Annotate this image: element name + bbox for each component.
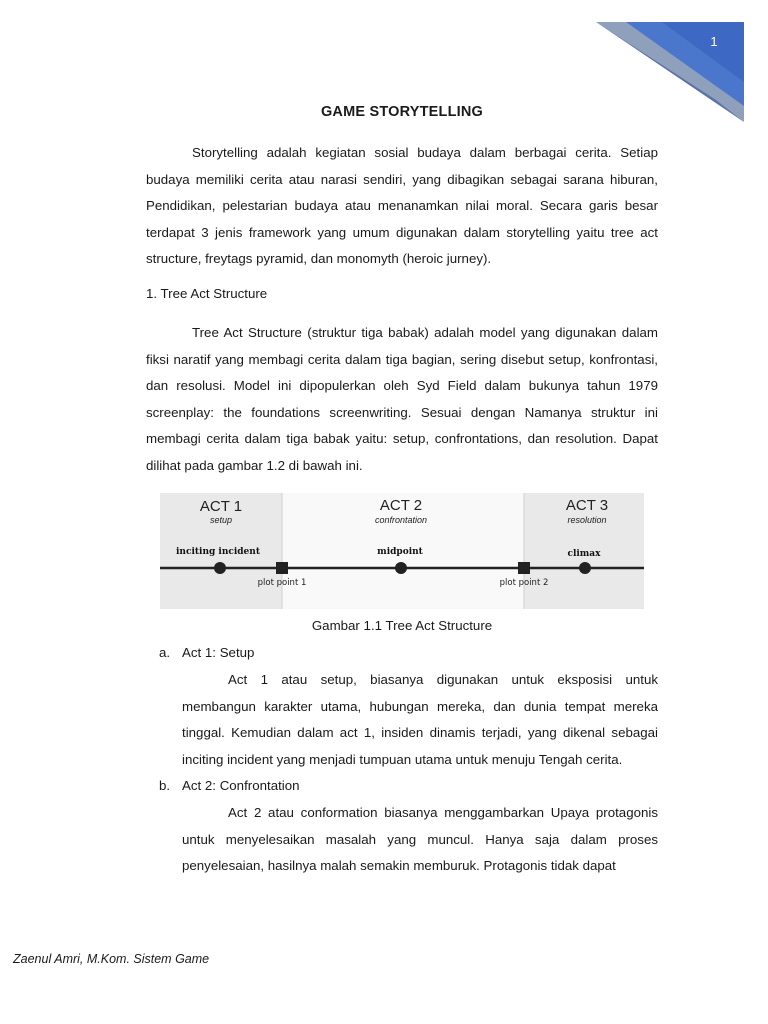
act-2-title: ACT 2 <box>379 497 423 514</box>
section-heading-tree-act: 1. Tree Act Structure <box>146 286 268 301</box>
list-title-act-2: Act 2: Confrontation <box>182 778 300 793</box>
three-act-figure <box>160 493 644 609</box>
intro-paragraph: Storytelling adalah kegiatan sosial budaya dalam berbagai cerita. Setiap budaya memiliki cerita atau narasi sendiri, yang dibagikan sebagai sarana hiburan, Pendidikan, pelestarian budaya atau menanamkan nilai moral. Secara garis besar terdapat 3 jenis framework yang umum digunakan dalam storytelling yaitu tree act structure, freytags pyramid, dan monomyth (heroic jurney). <box>146 145 658 267</box>
list-marker-a: a. <box>159 645 171 660</box>
event-label-inciting-incident: inciting incident <box>176 547 260 557</box>
figure-caption: Gambar 1.1 Tree Act Structure <box>311 618 493 633</box>
midpoint-marker <box>395 562 407 574</box>
footer-author: Zaenul Amri, M.Kom. Sistem Game <box>13 952 210 966</box>
act-3-title: ACT 3 <box>565 497 609 514</box>
event-label-midpoint: midpoint <box>377 547 423 557</box>
list-marker-b: b. <box>159 778 171 793</box>
page-number: 1 <box>710 34 718 49</box>
page-title: GAME STORYTELLING <box>320 104 484 120</box>
climax-marker <box>579 562 591 574</box>
plot-point-1-marker <box>276 562 288 574</box>
event-label-climax: climax <box>567 549 601 559</box>
act-1-title: ACT 1 <box>199 498 243 515</box>
inciting-incident-marker <box>214 562 226 574</box>
act-1-subtitle: setup <box>209 515 233 525</box>
section-paragraph-tree-act: Tree Act Structure (struktur tiga babak) adalah model yang digunakan dalam fiksi naratif yang membagi cerita dalam tiga bagian, sering disebut setup, konfrontasi, dan resolusi. Model ini dipopulerkan oleh Syd Field dalam bukunya tahun 1979 screenplay: the foundations screenwriting. Sesuai dengan Namanya struktur ini membagi cerita dalam tiga babak yaitu: setup, confrontations, dan resolution. Dapat dilihat pada gambar 1.2 di bawah ini. <box>146 325 658 473</box>
three-act-diagram <box>160 493 644 609</box>
list-paragraph-act-2: Act 2 atau conformation biasanya menggambarkan Upaya protagonis untuk menyelesaikan masalah yang muncul. Hanya saja dalam proses penyelesaian, hasilnya malah semakin memburuk. Protagonis tidak dapat <box>182 805 658 874</box>
plot-point-2-marker <box>518 562 530 574</box>
list-paragraph-act-1: Act 1 atau setup, biasanya digunakan untuk eksposisi untuk membangun karakter utama, hubungan mereka, dan dunia tempat mereka tinggal. Kemudian dalam act 1, insiden dinamis terjadi, yang dikenal sebagai inciting incident yang menjadi tumpuan utama untuk menuju Tengah cerita. <box>182 672 658 767</box>
list-title-act-1: Act 1: Setup <box>182 645 255 660</box>
act-2-subtitle: confrontation <box>374 515 428 525</box>
plot-point-1-label: plot point 1 <box>257 578 307 588</box>
plot-point-2-label: plot point 2 <box>499 578 549 588</box>
act-3-subtitle: resolution <box>567 515 607 525</box>
